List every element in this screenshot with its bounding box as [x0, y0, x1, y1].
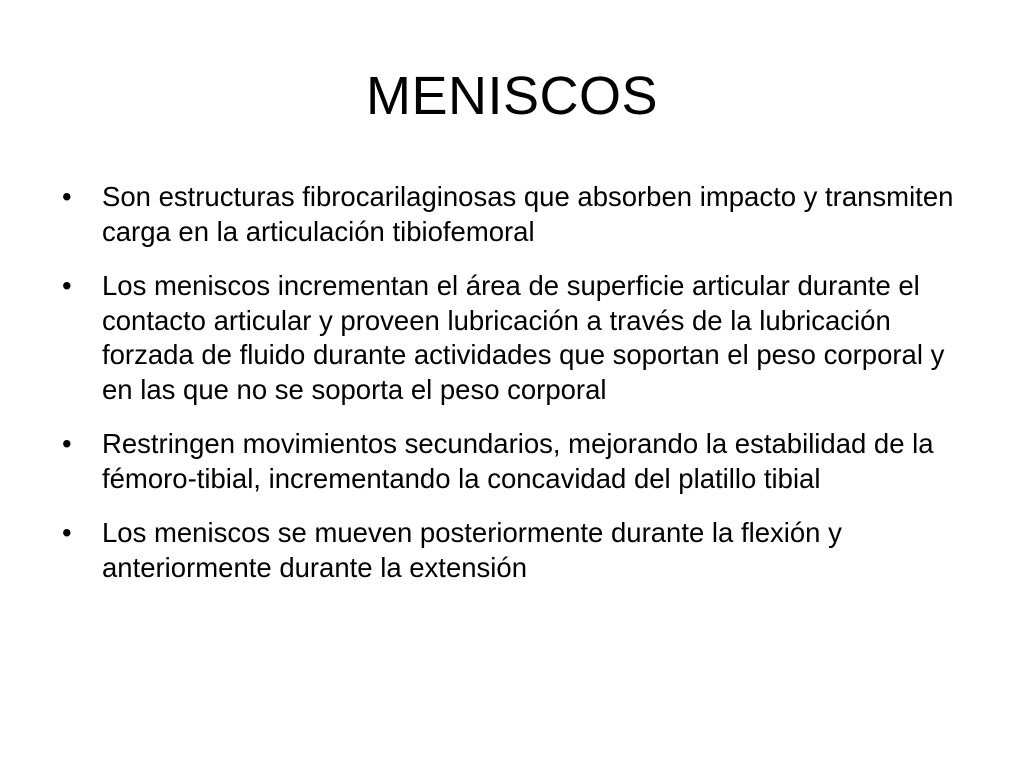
bullet-dot-icon: •: [62, 270, 72, 301]
bullet-text: Restringen movimientos secundarios, mejorando la estabilidad de la fémoro-tibial, incrementando la concavidad del platillo tibial: [102, 428, 934, 494]
slide-title: MENISCOS: [365, 66, 659, 126]
bullet-text: Son estructuras fibrocarilaginosas que absorben impacto y transmiten carga en la articulación tibiofemoral: [102, 181, 954, 247]
bullet-dot-icon: •: [62, 181, 72, 212]
bullet-dot-icon: •: [62, 428, 72, 459]
bullet-item: [62, 427, 972, 496]
bullet-dot-icon: •: [62, 517, 72, 548]
bullet-text: Los meniscos se mueven posteriormente durante la flexión y anteriormente durante la extensión: [102, 517, 842, 583]
bullet-text: Los meniscos incrementan el área de superficie articular durante el contacto articular y proveen lubricación a través de la lubricación forzada de fluido durante actividades que soportan el peso corporal y en las que no se soporta el peso corporal: [102, 270, 945, 405]
bullet-item: [62, 180, 972, 249]
bullet-item: [62, 269, 972, 407]
bullet-list: [62, 180, 972, 605]
bullet-item: [62, 516, 972, 585]
